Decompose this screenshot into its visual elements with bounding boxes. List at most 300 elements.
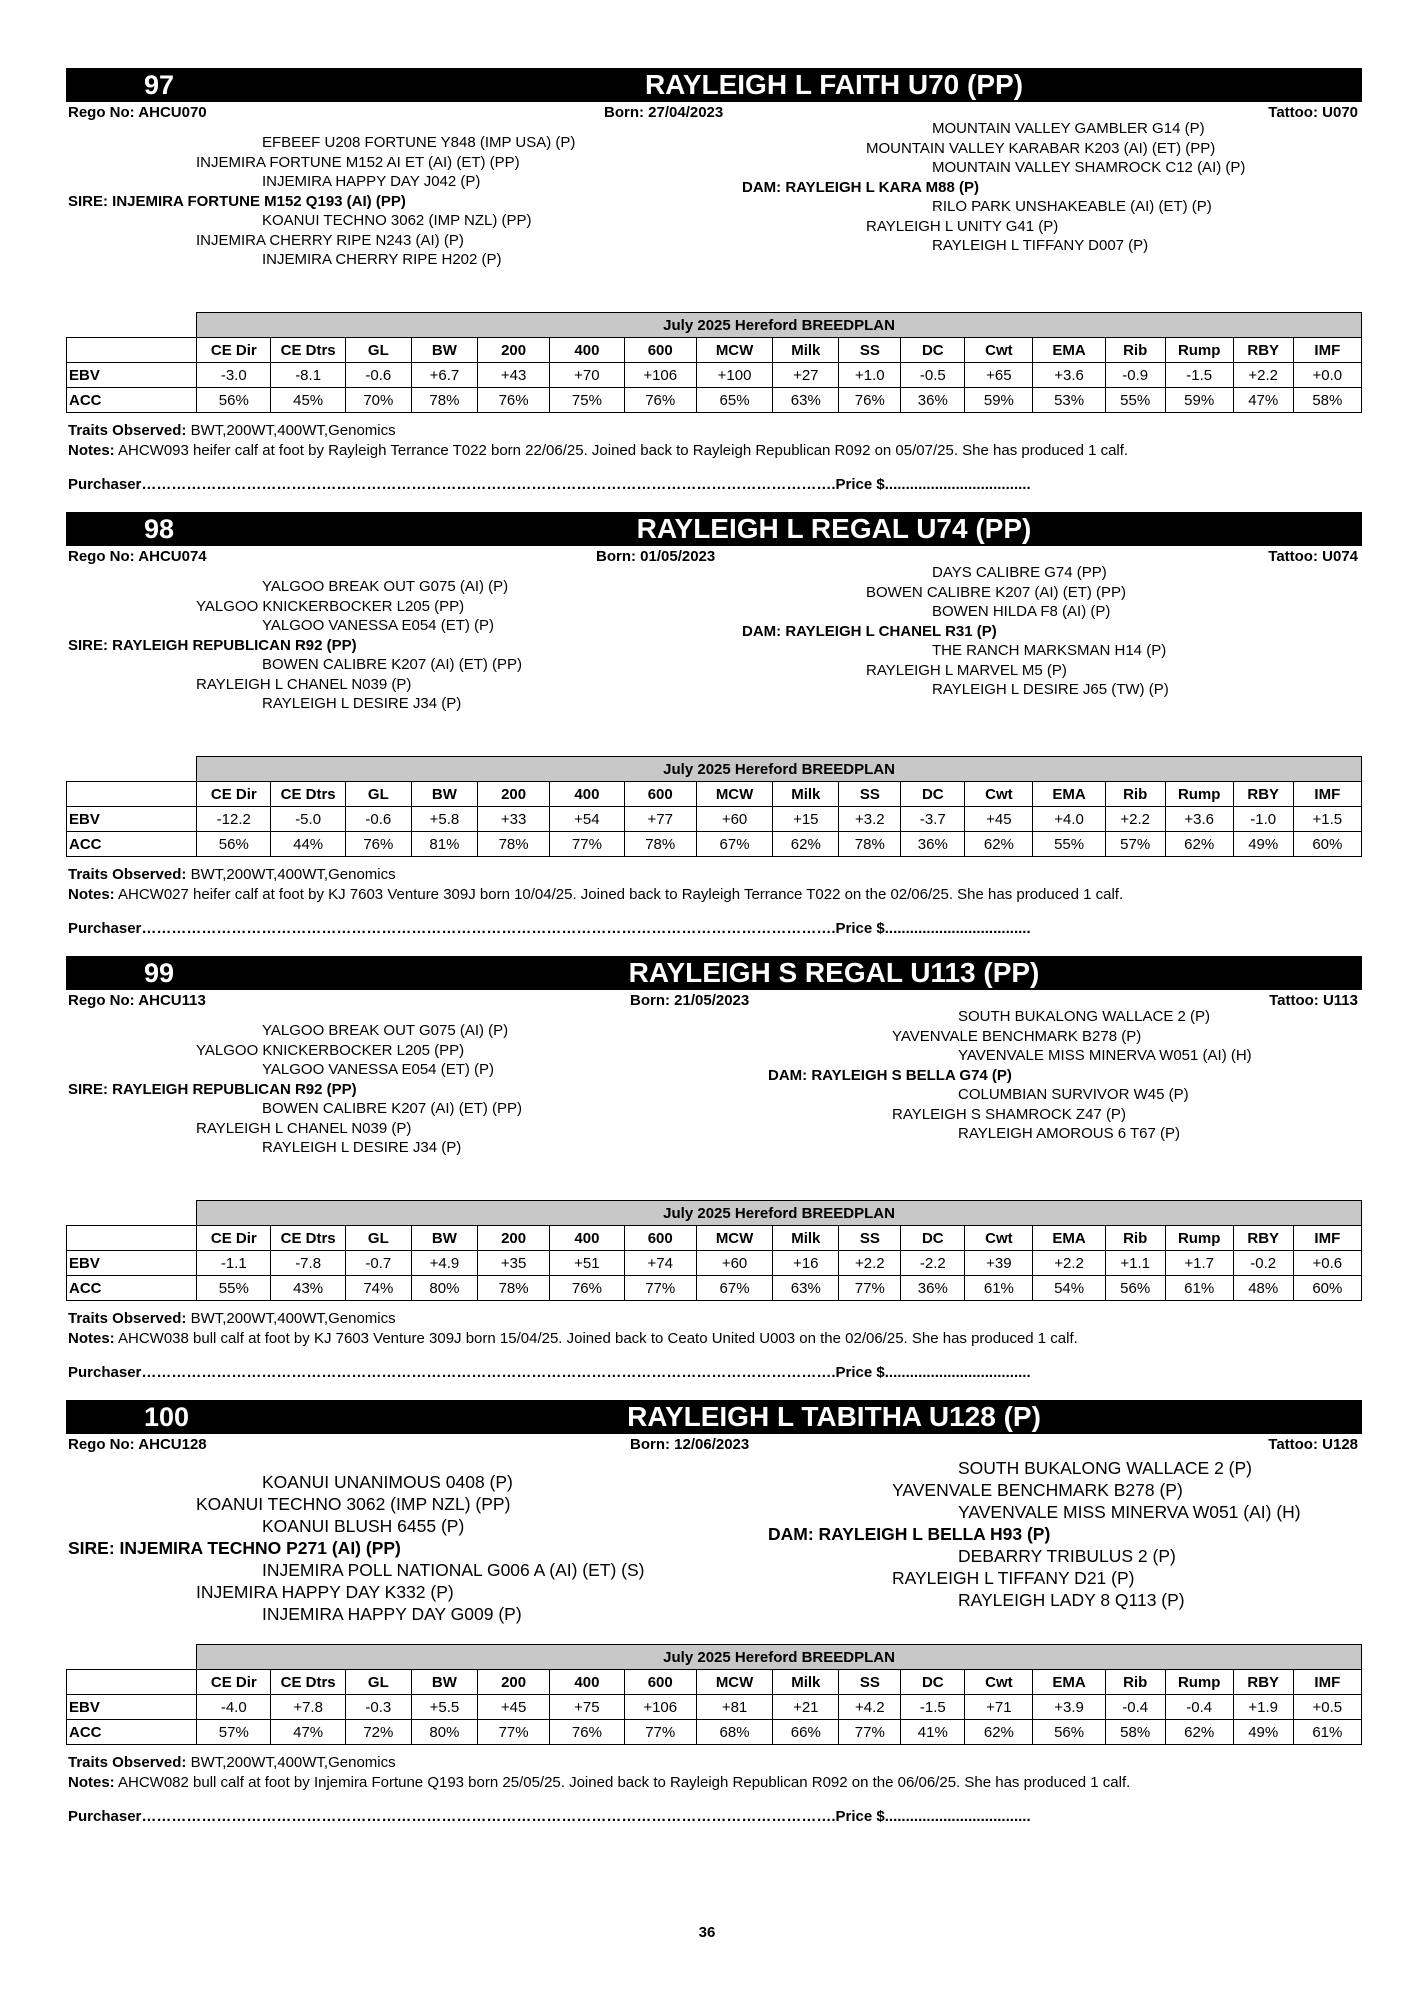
acc-value: 76%: [839, 388, 901, 413]
ebv-row: [67, 1695, 1362, 1720]
ebv-value: -0.6: [345, 807, 411, 832]
born-label: Born:: [596, 548, 636, 565]
born-label: Born:: [604, 104, 644, 121]
column-header: RBY: [1233, 1670, 1293, 1695]
column-header: EMA: [1033, 338, 1105, 363]
ebv-value: +60: [696, 1251, 772, 1276]
acc-value: 44%: [271, 832, 345, 857]
acc-row-label: ACC: [67, 388, 197, 413]
ebv-value: +39: [965, 1251, 1033, 1276]
acc-value: 48%: [1233, 1276, 1293, 1301]
acc-value: 77%: [550, 832, 624, 857]
ebv-value: +21: [773, 1695, 839, 1720]
tattoo: [1269, 992, 1358, 1009]
column-header: IMF: [1293, 338, 1361, 363]
purchaser-label: Purchaser………………………………………………………………………………………………………………………….Price $...................................: [68, 476, 1031, 493]
rego-value: AHCU070: [138, 104, 207, 121]
column-header: 600: [624, 338, 696, 363]
column-header: Rib: [1105, 338, 1165, 363]
column-header: BW: [411, 782, 477, 807]
dam-ancestor: RAYLEIGH L TIFFANY D007 (P): [932, 237, 1149, 254]
traits-value: BWT,200WT,400WT,Genomics: [190, 1754, 396, 1771]
sire-ancestor: YALGOO KNICKERBOCKER L205 (PP): [196, 597, 465, 615]
rego-value: AHCU074: [138, 548, 207, 565]
ebv-value: +106: [624, 1695, 696, 1720]
acc-value: 47%: [271, 1720, 345, 1745]
acc-row: [67, 388, 1362, 413]
acc-value: 74%: [345, 1276, 411, 1301]
column-header: CE Dir: [197, 338, 271, 363]
sire-ancestor: KOANUI TECHNO 3062 (IMP NZL) (PP): [262, 212, 532, 229]
rego-number: [68, 104, 207, 121]
ebv-value: -0.7: [345, 1251, 411, 1276]
sire-ancestor: RAYLEIGH L CHANEL N039 (P): [196, 675, 412, 693]
sire-ancestor: RAYLEIGH L DESIRE J34 (P): [262, 695, 462, 712]
column-header: 400: [550, 782, 624, 807]
dam-ancestor: RAYLEIGH L TIFFANY D21 (P): [892, 1568, 1135, 1588]
ebv-value: -1.5: [901, 1695, 965, 1720]
traits-observed: [68, 422, 396, 439]
column-header: IMF: [1293, 1226, 1361, 1251]
ebv-value: +75: [550, 1695, 624, 1720]
acc-value: 77%: [624, 1720, 696, 1745]
notes-value: AHCW082 bull calf at foot by Injemira Fortune Q193 born 25/05/25. Joined back to Rayleigh Republican R092 on the 06/06/25. She has produced 1 calf.: [118, 1774, 1131, 1791]
table-header-row: [67, 338, 1362, 363]
acc-value: 70%: [345, 388, 411, 413]
ebv-value: +1.9: [1233, 1695, 1293, 1720]
ebv-value: +60: [696, 807, 772, 832]
breedplan-table: [66, 1644, 1362, 1745]
lot-header: [66, 1400, 1362, 1434]
traits-value: BWT,200WT,400WT,Genomics: [190, 866, 396, 883]
dam-name: DAM: RAYLEIGH S BELLA G74 (P): [768, 1066, 1012, 1084]
sire-name: SIRE: INJEMIRA FORTUNE M152 Q193 (AI) (PP): [68, 192, 406, 210]
acc-value: 49%: [1233, 832, 1293, 857]
column-header: Rump: [1165, 782, 1233, 807]
table-title-row: [67, 1645, 1362, 1670]
breedplan-table: [66, 756, 1362, 857]
animal-name: RAYLEIGH S REGAL U113 (PP): [628, 957, 1040, 988]
acc-value: 80%: [411, 1720, 477, 1745]
ebv-value: +3.6: [1033, 363, 1105, 388]
dam-ancestor: RAYLEIGH LADY 8 Q113 (P): [958, 1590, 1185, 1610]
column-header: 600: [624, 1226, 696, 1251]
dam-ancestor: YAVENVALE BENCHMARK B278 (P): [892, 1480, 1183, 1500]
table-corner: [67, 757, 197, 782]
dam-ancestor: YAVENVALE BENCHMARK B278 (P): [892, 1027, 1142, 1045]
ebv-value: -0.6: [345, 363, 411, 388]
ebv-value: +81: [696, 1695, 772, 1720]
tattoo: [1268, 1436, 1358, 1453]
ebv-value: -0.5: [901, 363, 965, 388]
notes: [68, 886, 1123, 903]
lot-entry: [66, 956, 1362, 1396]
lot-header: [66, 68, 1362, 102]
ebv-value: -5.0: [271, 807, 345, 832]
column-header: SS: [839, 782, 901, 807]
sire-ancestor: INJEMIRA POLL NATIONAL G006 A (AI) (ET) (S): [262, 1560, 645, 1580]
ebv-value: -8.1: [271, 363, 345, 388]
column-header: CE Dir: [197, 1670, 271, 1695]
acc-value: 78%: [477, 1276, 549, 1301]
acc-value: 78%: [839, 832, 901, 857]
column-header: BW: [411, 1226, 477, 1251]
sire-ancestor: INJEMIRA CHERRY RIPE N243 (AI) (P): [196, 231, 464, 249]
ebv-row-label: EBV: [67, 363, 197, 388]
ebv-value: +70: [550, 363, 624, 388]
ebv-value: +65: [965, 363, 1033, 388]
tattoo-label: Tattoo:: [1268, 1436, 1318, 1453]
traits-label: Traits Observed:: [68, 422, 187, 439]
sire-ancestor: YALGOO KNICKERBOCKER L205 (PP): [196, 1041, 465, 1059]
sire-name: SIRE: INJEMIRA TECHNO P271 (AI) (PP): [68, 1538, 401, 1558]
table-header-row: [67, 782, 1362, 807]
sire-ancestor: KOANUI BLUSH 6455 (P): [262, 1516, 465, 1536]
purchaser-price-line[interactable]: [68, 920, 1031, 937]
sire-name: SIRE: RAYLEIGH REPUBLICAN R92 (PP): [68, 636, 357, 654]
rego-value: AHCU128: [138, 1436, 207, 1453]
ebv-value: -0.2: [1233, 1251, 1293, 1276]
column-header: SS: [839, 1226, 901, 1251]
purchaser-price-line[interactable]: [68, 1808, 1031, 1825]
traits-observed: [68, 866, 396, 883]
acc-value: 77%: [624, 1276, 696, 1301]
acc-value: 77%: [839, 1720, 901, 1745]
column-header: Rump: [1165, 1670, 1233, 1695]
acc-value: 76%: [550, 1720, 624, 1745]
ebv-value: +33: [477, 807, 549, 832]
acc-value: 72%: [345, 1720, 411, 1745]
lot-number: 99: [144, 958, 175, 988]
sire-ancestor: INJEMIRA HAPPY DAY K332 (P): [196, 1582, 454, 1602]
ebv-value: -1.1: [197, 1251, 271, 1276]
born-date: [604, 104, 723, 121]
column-header: DC: [901, 1670, 965, 1695]
dam-name: DAM: RAYLEIGH L CHANEL R31 (P): [742, 622, 997, 640]
column-header: CE Dtrs: [271, 1226, 345, 1251]
notes-label: Notes:: [68, 886, 115, 903]
purchaser-label: Purchaser………………………………………………………………………………………………………………………….Price $...................................: [68, 1808, 1031, 1825]
ebv-value: +1.1: [1105, 1251, 1165, 1276]
column-header: Milk: [773, 1226, 839, 1251]
ebv-value: +3.9: [1033, 1695, 1105, 1720]
notes: [68, 1330, 1078, 1347]
lot-entry: [66, 512, 1362, 952]
ebv-value: +106: [624, 363, 696, 388]
table-header-row: [67, 1670, 1362, 1695]
acc-value: 54%: [1033, 1276, 1105, 1301]
column-header: MCW: [696, 1670, 772, 1695]
column-header: Milk: [773, 782, 839, 807]
acc-row: [67, 832, 1362, 857]
born-label: Born:: [630, 1436, 670, 1453]
ebv-value: +2.2: [1233, 363, 1293, 388]
acc-value: 57%: [1105, 832, 1165, 857]
column-header: BW: [411, 338, 477, 363]
ebv-value: +5.8: [411, 807, 477, 832]
tattoo-label: Tattoo:: [1269, 992, 1319, 1009]
breedplan-title: July 2025 Hereford BREEDPLAN: [197, 1645, 1362, 1670]
acc-value: 47%: [1233, 388, 1293, 413]
header-blank: [67, 1226, 197, 1251]
column-header: 200: [477, 1226, 549, 1251]
acc-value: 60%: [1293, 832, 1361, 857]
ebv-value: -0.9: [1105, 363, 1165, 388]
acc-value: 77%: [477, 1720, 549, 1745]
ebv-value: +3.6: [1165, 807, 1233, 832]
born-value: 21/05/2023: [674, 992, 750, 1009]
acc-value: 58%: [1293, 388, 1361, 413]
ebv-value: +51: [550, 1251, 624, 1276]
breedplan-table: [66, 1200, 1362, 1301]
born-label: Born:: [630, 992, 670, 1009]
column-header: Milk: [773, 338, 839, 363]
purchaser-price-line[interactable]: [68, 1364, 1031, 1381]
sire-ancestor: YALGOO VANESSA E054 (ET) (P): [262, 617, 495, 634]
ebv-value: -1.5: [1165, 363, 1233, 388]
dam-ancestor: MOUNTAIN VALLEY SHAMROCK C12 (AI) (P): [932, 159, 1246, 176]
sire-ancestor: BOWEN CALIBRE K207 (AI) (ET) (PP): [262, 656, 523, 673]
rego-label: Rego No:: [68, 104, 135, 121]
column-header: Rump: [1165, 1226, 1233, 1251]
dam-ancestor: RAYLEIGH L MARVEL M5 (P): [866, 661, 1067, 679]
acc-value: 60%: [1293, 1276, 1361, 1301]
born-date: [596, 548, 715, 565]
column-header: 400: [550, 1670, 624, 1695]
column-header: GL: [345, 782, 411, 807]
acc-value: 81%: [411, 832, 477, 857]
ebv-value: -3.0: [197, 363, 271, 388]
purchaser-label: Purchaser………………………………………………………………………………………………………………………….Price $...................................: [68, 1364, 1031, 1381]
column-header: 600: [624, 782, 696, 807]
ebv-value: -3.7: [901, 807, 965, 832]
column-header: Rump: [1165, 338, 1233, 363]
ebv-value: +15: [773, 807, 839, 832]
dam-ancestor: SOUTH BUKALONG WALLACE 2 (P): [958, 1458, 1252, 1478]
header-blank: [67, 338, 197, 363]
acc-value: 78%: [411, 388, 477, 413]
acc-value: 61%: [1293, 1720, 1361, 1745]
sire-ancestor: YALGOO BREAK OUT G075 (AI) (P): [262, 578, 509, 595]
ebv-value: +1.7: [1165, 1251, 1233, 1276]
ebv-value: +74: [624, 1251, 696, 1276]
dam-ancestor: BOWEN HILDA F8 (AI) (P): [932, 603, 1111, 620]
acc-value: 36%: [901, 1276, 965, 1301]
dam-ancestor: MOUNTAIN VALLEY GAMBLER G14 (P): [932, 120, 1205, 137]
sire-ancestor: INJEMIRA HAPPY DAY G009 (P): [262, 1604, 522, 1624]
ebv-value: +35: [477, 1251, 549, 1276]
column-header: DC: [901, 338, 965, 363]
traits-label: Traits Observed:: [68, 1310, 187, 1327]
ebv-value: +1.5: [1293, 807, 1361, 832]
tattoo-label: Tattoo:: [1268, 104, 1318, 121]
ebv-row-label: EBV: [67, 1251, 197, 1276]
ebv-value: +4.2: [839, 1695, 901, 1720]
column-header: DC: [901, 782, 965, 807]
ebv-value: +0.5: [1293, 1695, 1361, 1720]
acc-value: 62%: [965, 832, 1033, 857]
column-header: Rib: [1105, 1670, 1165, 1695]
dam-ancestor: COLUMBIAN SURVIVOR W45 (P): [958, 1086, 1189, 1103]
column-header: IMF: [1293, 1670, 1361, 1695]
sire-ancestor: KOANUI UNANIMOUS 0408 (P): [262, 1472, 513, 1492]
purchaser-price-line[interactable]: [68, 476, 1031, 493]
column-header: 200: [477, 338, 549, 363]
dam-ancestor: SOUTH BUKALONG WALLACE 2 (P): [958, 1008, 1210, 1025]
column-header: BW: [411, 1670, 477, 1695]
table-corner: [67, 313, 197, 338]
ebv-row: [67, 1251, 1362, 1276]
ebv-value: +100: [696, 363, 772, 388]
ebv-value: +2.2: [1033, 1251, 1105, 1276]
column-header: RBY: [1233, 782, 1293, 807]
ebv-value: -1.0: [1233, 807, 1293, 832]
notes-label: Notes:: [68, 1774, 115, 1791]
acc-value: 80%: [411, 1276, 477, 1301]
column-header: Rib: [1105, 782, 1165, 807]
column-header: Rib: [1105, 1226, 1165, 1251]
acc-value: 56%: [197, 832, 271, 857]
dam-ancestor: DAYS CALIBRE G74 (PP): [932, 564, 1107, 581]
rego-number: [68, 1436, 207, 1453]
column-header: Milk: [773, 1670, 839, 1695]
acc-value: 67%: [696, 1276, 772, 1301]
ebv-value: -2.2: [901, 1251, 965, 1276]
column-header: GL: [345, 1670, 411, 1695]
acc-value: 56%: [1105, 1276, 1165, 1301]
dam-ancestor: DEBARRY TRIBULUS 2 (P): [958, 1546, 1176, 1566]
lot-number: 97: [144, 70, 175, 100]
animal-name: RAYLEIGH L TABITHA U128 (P): [627, 1401, 1041, 1432]
column-header: CE Dtrs: [271, 1670, 345, 1695]
traits-value: BWT,200WT,400WT,Genomics: [190, 422, 396, 439]
column-header: GL: [345, 338, 411, 363]
born-value: 27/04/2023: [648, 104, 724, 121]
acc-value: 76%: [624, 388, 696, 413]
breedplan-title: July 2025 Hereford BREEDPLAN: [197, 313, 1362, 338]
traits-label: Traits Observed:: [68, 1754, 187, 1771]
dam-ancestor: THE RANCH MARKSMAN H14 (P): [932, 642, 1167, 659]
tattoo-value: U128: [1322, 1436, 1358, 1453]
born-date: [630, 1436, 749, 1453]
notes-value: AHCW093 heifer calf at foot by Rayleigh Terrance T022 born 22/06/25. Joined back to Rayleigh Republican R092 on 05/07/25. She has produced 1 calf.: [118, 442, 1129, 459]
column-header: EMA: [1033, 782, 1105, 807]
ebv-row-label: EBV: [67, 807, 197, 832]
sire-ancestor: INJEMIRA HAPPY DAY J042 (P): [262, 173, 481, 190]
rego-label: Rego No:: [68, 1436, 135, 1453]
tattoo-value: U074: [1322, 548, 1358, 565]
acc-value: 56%: [197, 388, 271, 413]
acc-row-label: ACC: [67, 1720, 197, 1745]
ebv-value: -0.4: [1165, 1695, 1233, 1720]
acc-value: 78%: [624, 832, 696, 857]
column-header: CE Dtrs: [271, 782, 345, 807]
pedigree: [66, 564, 1362, 736]
ebv-value: -0.4: [1105, 1695, 1165, 1720]
table-title-row: [67, 757, 1362, 782]
acc-value: 58%: [1105, 1720, 1165, 1745]
breedplan-title: July 2025 Hereford BREEDPLAN: [197, 1201, 1362, 1226]
acc-value: 61%: [965, 1276, 1033, 1301]
acc-value: 77%: [839, 1276, 901, 1301]
notes-value: AHCW027 heifer calf at foot by KJ 7603 Venture 309J born 10/04/25. Joined back to Rayleigh Terrance T022 on the 02/06/25. She has produced 1 calf.: [118, 886, 1124, 903]
column-header: 200: [477, 782, 549, 807]
dam-ancestor: RAYLEIGH L UNITY G41 (P): [866, 217, 1059, 235]
column-header: EMA: [1033, 1226, 1105, 1251]
breedplan-title: July 2025 Hereford BREEDPLAN: [197, 757, 1362, 782]
ebv-value: +2.2: [839, 1251, 901, 1276]
column-header: CE Dir: [197, 782, 271, 807]
sire-ancestor: INJEMIRA FORTUNE M152 AI ET (AI) (ET) (PP): [196, 153, 520, 171]
ebv-value: +4.9: [411, 1251, 477, 1276]
ebv-value: +0.6: [1293, 1251, 1361, 1276]
sire-ancestor: RAYLEIGH L DESIRE J34 (P): [262, 1139, 462, 1156]
table-corner: [67, 1645, 197, 1670]
tattoo: [1268, 548, 1358, 565]
ebv-value: +1.0: [839, 363, 901, 388]
sire-ancestor: YALGOO BREAK OUT G075 (AI) (P): [262, 1022, 509, 1039]
column-header: MCW: [696, 338, 772, 363]
ebv-value: +5.5: [411, 1695, 477, 1720]
rego-number: [68, 992, 206, 1009]
lot-number: 100: [144, 1402, 190, 1432]
acc-value: 55%: [1033, 832, 1105, 857]
ebv-row-label: EBV: [67, 1695, 197, 1720]
page-number: 36: [698, 1924, 716, 1941]
table-title-row: [67, 1201, 1362, 1226]
notes-value: AHCW038 bull calf at foot by KJ 7603 Venture 309J born 15/04/25. Joined back to Ceato United U003 on the 02/06/25. She has produced 1 calf.: [118, 1330, 1078, 1347]
acc-value: 57%: [197, 1720, 271, 1745]
ebv-value: +43: [477, 363, 549, 388]
column-header: 400: [550, 1226, 624, 1251]
column-header: Cwt: [965, 1226, 1033, 1251]
ebv-value: +45: [477, 1695, 549, 1720]
acc-value: 62%: [773, 832, 839, 857]
acc-value: 63%: [773, 388, 839, 413]
acc-value: 76%: [477, 388, 549, 413]
acc-value: 62%: [1165, 1720, 1233, 1745]
pedigree: [66, 1456, 1362, 1624]
dam-ancestor: RAYLEIGH L DESIRE J65 (TW) (P): [932, 681, 1169, 698]
acc-value: 59%: [965, 388, 1033, 413]
acc-value: 41%: [901, 1720, 965, 1745]
column-header: DC: [901, 1226, 965, 1251]
dam-ancestor: YAVENVALE MISS MINERVA W051 (AI) (H): [958, 1502, 1301, 1522]
sire-ancestor: BOWEN CALIBRE K207 (AI) (ET) (PP): [262, 1100, 523, 1117]
rego-value: AHCU113: [138, 992, 206, 1009]
tattoo: [1268, 104, 1358, 121]
rego-label: Rego No:: [68, 992, 135, 1009]
dam-ancestor: RAYLEIGH AMOROUS 6 T67 (P): [958, 1125, 1181, 1142]
born-date: [630, 992, 749, 1009]
acc-value: 68%: [696, 1720, 772, 1745]
lot-header: [66, 512, 1362, 546]
dam-name: DAM: RAYLEIGH L KARA M88 (P): [742, 178, 979, 196]
column-header: GL: [345, 1226, 411, 1251]
lot-header: [66, 956, 1362, 990]
ebv-row: [67, 807, 1362, 832]
column-header: SS: [839, 338, 901, 363]
lot-number: 98: [144, 514, 175, 544]
column-header: RBY: [1233, 338, 1293, 363]
acc-row: [67, 1720, 1362, 1745]
acc-value: 78%: [477, 832, 549, 857]
lot-entry: [66, 68, 1362, 508]
acc-value: 62%: [965, 1720, 1033, 1745]
notes: [68, 442, 1128, 459]
lot-entry: [66, 1400, 1362, 1840]
ebv-value: +54: [550, 807, 624, 832]
